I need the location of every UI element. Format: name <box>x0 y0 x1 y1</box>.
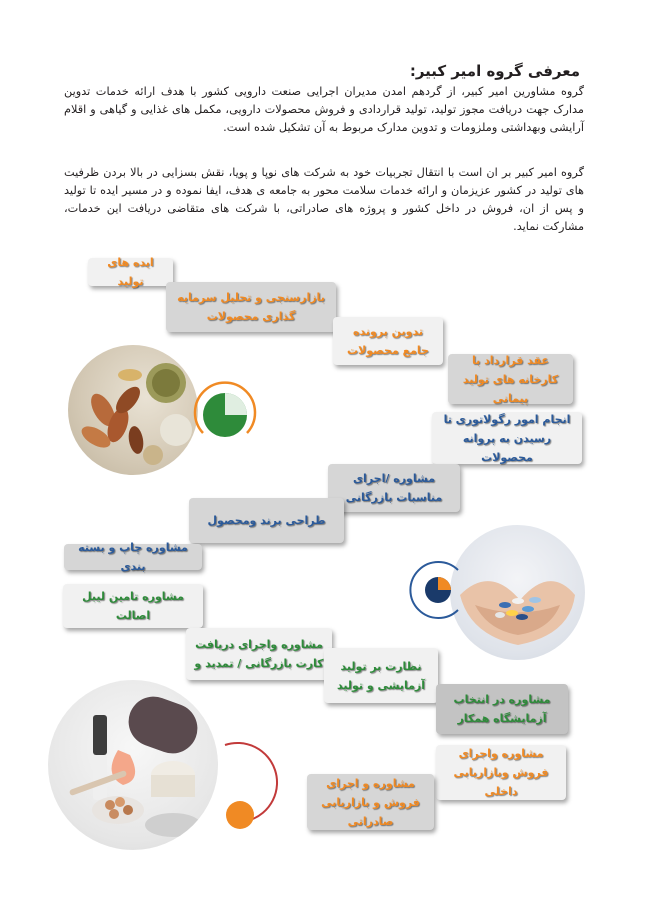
step-partner-laboratory: مشاوره در انتخاب آزمایشگاه همکار <box>436 684 568 734</box>
page-title: معرفی گروه امیر کبیر: <box>409 62 580 80</box>
capsules-herbs-photo <box>68 345 198 475</box>
red-arc-decoration <box>205 735 285 835</box>
step-commercial-relations: مشاوره /اجرای مناسبات بازرگانی <box>328 464 460 512</box>
step-contract-manufacturing: عقد قرارداد با کارخانه های تولید پیمانی <box>448 354 573 404</box>
step-comprehensive-dossier: تدوین پرونده جامع محصولات <box>333 317 443 365</box>
orange-arc-decoration-1 <box>185 375 265 455</box>
step-market-research: بازارسنجی و تحلیل سرمایه گذاری محصولات <box>166 282 336 332</box>
intro-paragraph-2: گروه امیر کبیر بر ان است با انتقال تجربیات خود به شرکت های نوپا و پویا، نقش بسزایی در بالا بردن ظرفیت های تولید در کشور عزیزمان و ارائه خدمات سلامت محور به جامعه ی هدف، ایفا نموده و در مسیر ایده تا تولید و پس از ان، فروش در داخل کشور و پروژه های صادراتی، با شرکت های متقاضی دریافت این خدمات، مشارکت نماید. <box>64 166 584 233</box>
step-production-supervision: نظارت بر تولید آزمایشی و تولید <box>324 648 438 703</box>
blue-arc-decoration <box>400 550 480 630</box>
step-printing-packaging: مشاوره چاپ و بسته بندی <box>64 544 202 570</box>
step-domestic-sales: مشاوره واجرای فروش وبازاریابی داخلی <box>436 745 566 800</box>
step-authenticity-label: مشاوره تامین لیبل اصالت <box>63 584 203 628</box>
step-production-ideas: ایده های تولید <box>88 258 173 286</box>
step-regulatory-affairs: انجام امور رگولاتوری تا رسیدن به پروانه محصولات <box>432 412 582 464</box>
step-brand-design: طراحی برند ومحصول <box>189 498 344 543</box>
step-export-sales: مشاوره و اجرای فروش و بازاریابی صادراتی <box>307 774 434 830</box>
cosmetics-photo <box>48 680 218 850</box>
intro-paragraph-1: گروه مشاورین امیر کبیر، از گردهم امدن مدیران اجرایی صنعت دارویی کشور با هدف ارائه خدمات تدوین مدارک جهت دریافت مجوز تولید، تولید قراردادی و فروش محصولات دارویی، مکمل های غذایی و گیاهی و اقلام آرایشی وبهداشتی وملزومات و تدوین مدارک مربوط به آن تشکیل شده است. <box>64 85 584 134</box>
step-business-card: مشاوره واجرای دریافت کارت بازرگانی / تمدید و <box>186 628 332 680</box>
